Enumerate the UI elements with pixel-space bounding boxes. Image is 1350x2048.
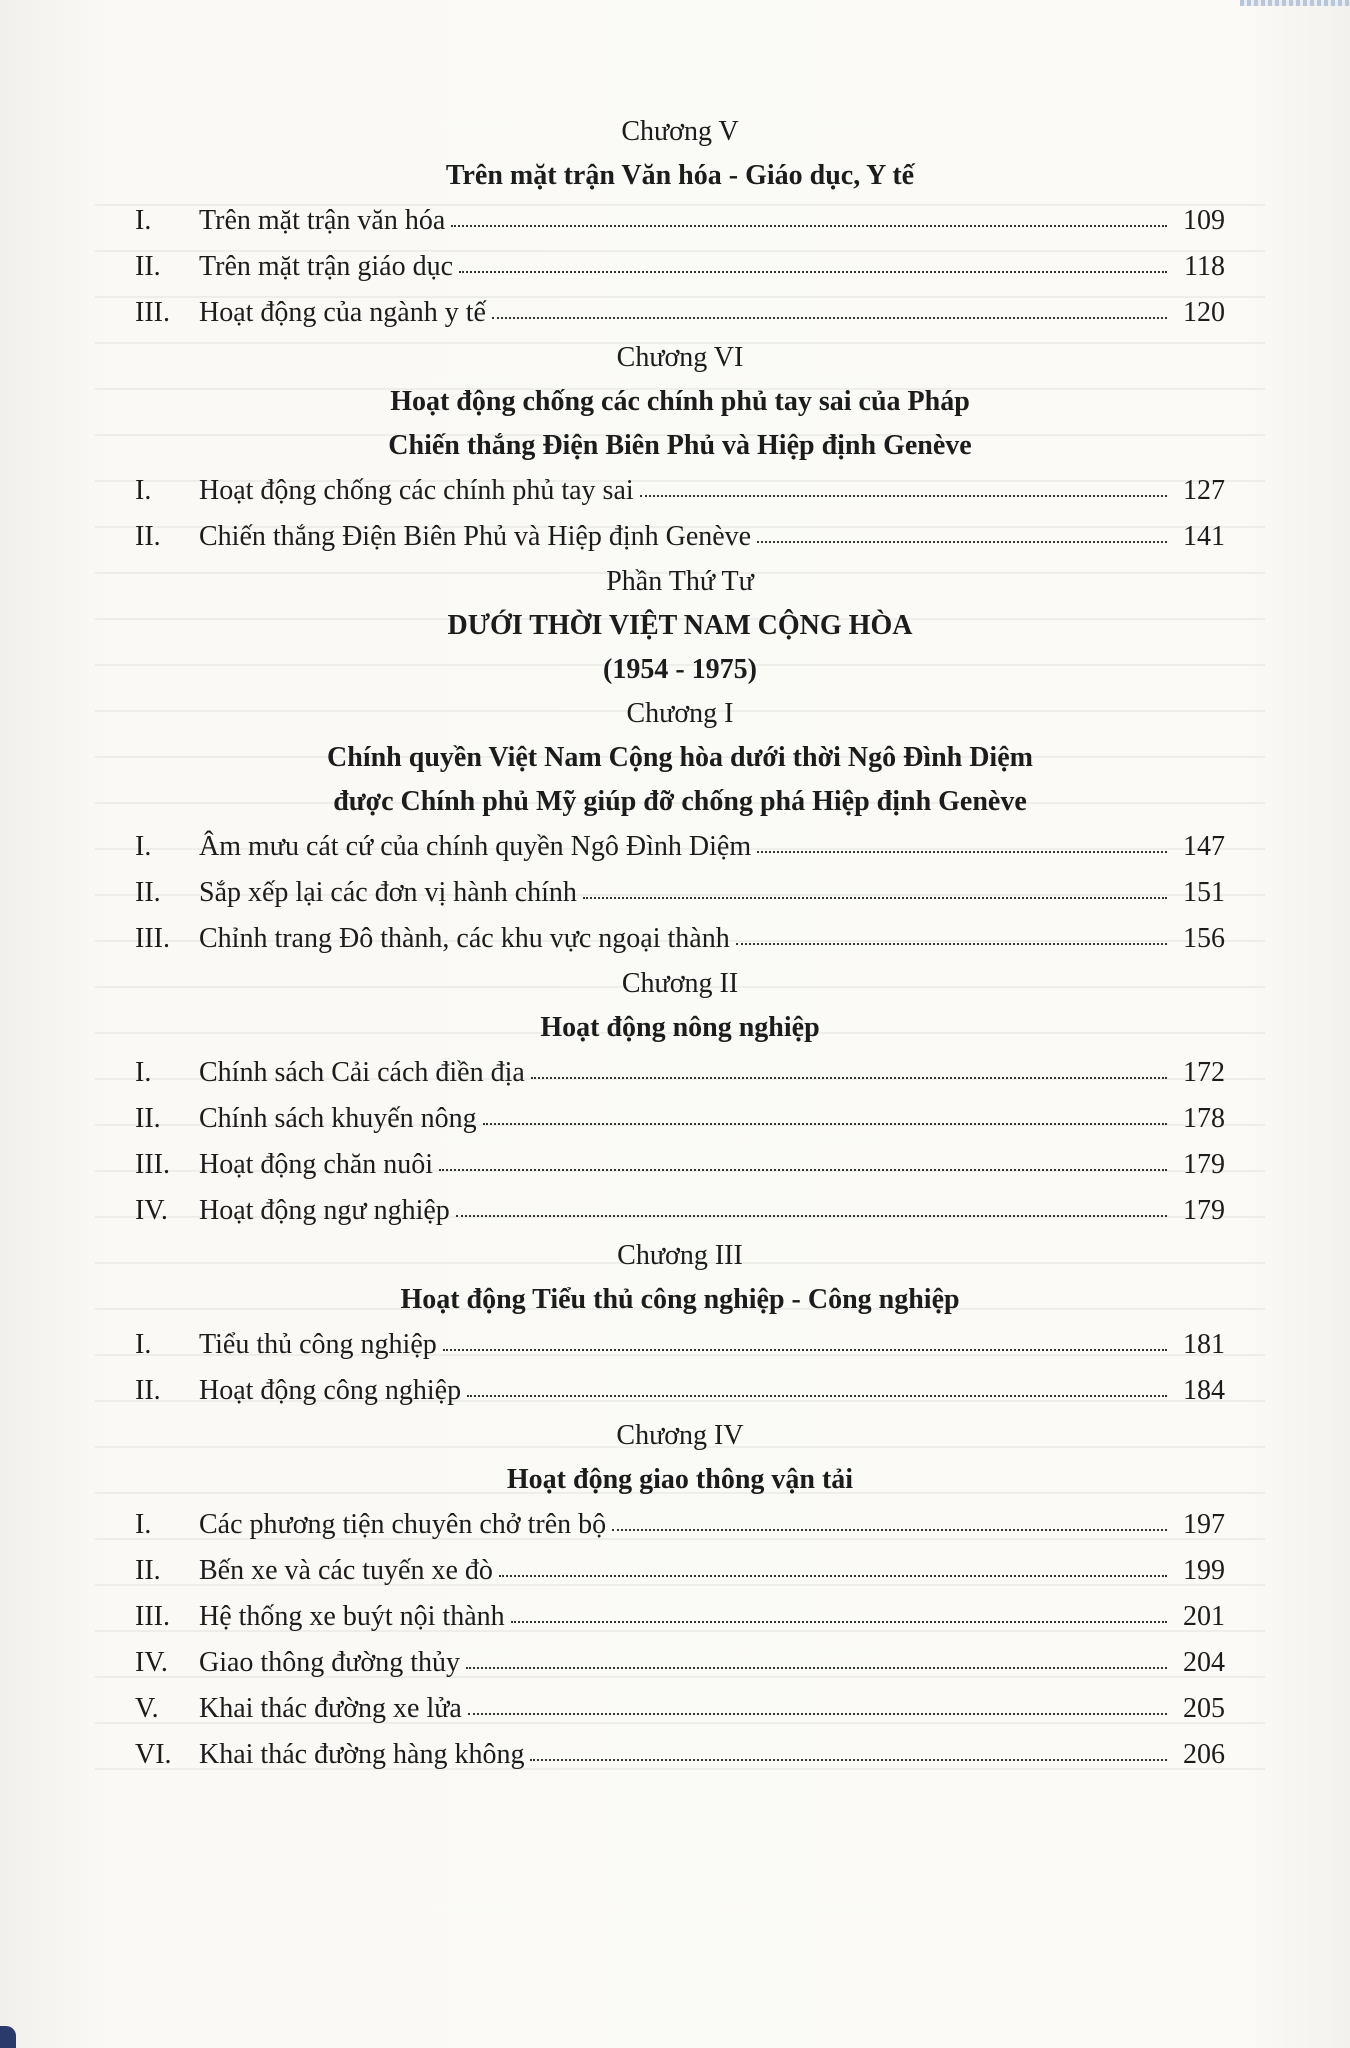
entry-number: V. [135,1693,159,1724]
table-of-contents [135,110,1225,1778]
toc-entry[interactable] [135,1732,1225,1778]
section-title: Hoạt động Tiểu thủ công nghiệp - Công nghiệp [400,1284,960,1315]
entry-title: Sắp xếp lại các đơn vị hành chính [199,877,577,908]
chapter-label: Chương II [621,968,739,999]
dot-leader [757,850,1167,853]
entry-title: Trên mặt trận văn hóa [199,205,446,236]
toc-entry[interactable] [135,1322,1225,1368]
corner-mark [0,2026,16,2048]
entry-title: Hoạt động của ngành y tế [199,297,486,328]
chapter-label: Chương IV [616,1420,744,1451]
entry-page-number: 197 [1183,1509,1225,1540]
toc-section [135,1234,1225,1414]
entry-title: Chỉnh trang Đô thành, các khu vực ngoại thành [199,923,730,954]
toc-entry[interactable] [135,824,1225,870]
toc-entry[interactable] [135,1142,1225,1188]
entry-page-number: 178 [1183,1103,1225,1134]
entry-title: Chính sách khuyến nông [199,1103,477,1134]
toc-section [135,110,1225,336]
toc-entry[interactable] [135,1594,1225,1640]
section-title: DƯỚI THỜI VIỆT NAM CỘNG HÒA [447,610,913,641]
toc-entry[interactable] [135,244,1225,290]
entry-page-number: 181 [1183,1329,1225,1360]
entry-number: I. [135,1329,152,1360]
entry-title: Trên mặt trận giáo dục [199,251,454,282]
dot-leader [467,1394,1167,1397]
entry-page-number: 199 [1183,1555,1225,1586]
dot-leader [612,1528,1167,1531]
toc-section [135,336,1225,560]
entry-page-number: 172 [1183,1057,1225,1088]
chapter-label: Chương VI [616,342,744,373]
entry-title: Hoạt động chăn nuôi [199,1149,434,1180]
entry-title: Hệ thống xe buýt nội thành [199,1601,505,1632]
entry-page-number: 147 [1183,831,1225,862]
toc-section [135,962,1225,1234]
entry-title: Âm mưu cát cứ của chính quyền Ngô Đình Diệm [199,831,752,862]
entry-title: Chính sách Cải cách điền địa [199,1057,525,1088]
entry-page-number: 179 [1183,1195,1225,1226]
dot-leader [640,494,1167,497]
entry-title: Hoạt động công nghiệp [199,1375,462,1406]
toc-section [135,560,1225,962]
entry-page-number: 127 [1183,475,1225,506]
toc-entry[interactable] [135,1096,1225,1142]
entry-number: VI. [135,1739,172,1770]
entry-page-number: 206 [1183,1739,1225,1770]
entry-page-number: 109 [1183,205,1225,236]
entry-number: I. [135,475,152,506]
dot-leader [499,1574,1167,1577]
toc-entry[interactable] [135,468,1225,514]
toc-entry[interactable] [135,1640,1225,1686]
dot-leader [757,540,1167,543]
entry-title: Hoạt động ngư nghiệp [199,1195,450,1226]
dot-leader [459,270,1167,273]
entry-page-number: 120 [1183,297,1225,328]
entry-number: III. [135,1601,170,1632]
dot-leader [466,1666,1167,1669]
entry-number: II. [135,1555,161,1586]
dot-leader [456,1214,1167,1217]
entry-number: I. [135,831,152,862]
entry-number: III. [135,1149,170,1180]
dot-leader [583,896,1167,899]
entry-title: Tiểu thủ công nghiệp [199,1329,437,1360]
toc-entry[interactable] [135,1188,1225,1234]
chapter-label: Phần Thứ Tư [606,566,754,597]
chapter-label: Chương V [621,116,739,147]
entry-page-number: 205 [1183,1693,1225,1724]
entry-number: I. [135,205,152,236]
section-title: Trên mặt trận Văn hóa - Giáo dục, Y tế [445,160,915,191]
chapter-label: Chương I [626,698,734,729]
entry-title: Giao thông đường thủy [199,1647,460,1678]
entry-title: Khai thác đường hàng không [199,1739,525,1770]
entry-number: IV. [135,1195,168,1226]
entry-number: III. [135,297,170,328]
entry-title: Khai thác đường xe lửa [199,1693,462,1724]
entry-number: IV. [135,1647,168,1678]
entry-number: II. [135,1103,161,1134]
entry-number: II. [135,521,161,552]
entry-page-number: 179 [1183,1149,1225,1180]
entry-number: III. [135,923,170,954]
entry-number: I. [135,1057,152,1088]
section-title: Chính quyền Việt Nam Cộng hòa dưới thời Ngô Đình Diệm [327,742,1033,773]
entry-page-number: 141 [1183,521,1225,552]
entry-number: II. [135,1375,161,1406]
entry-title: Bến xe và các tuyến xe đò [199,1555,493,1586]
entry-page-number: 204 [1183,1647,1225,1678]
dot-leader [468,1712,1167,1715]
dot-leader [492,316,1167,319]
dot-leader [736,942,1167,945]
section-title: được Chính phủ Mỹ giúp đỡ chống phá Hiệp định Genève [333,786,1027,817]
toc-entry[interactable] [135,198,1225,244]
toc-entry[interactable] [135,1368,1225,1414]
entry-number: II. [135,251,161,282]
entry-title: Các phương tiện chuyên chở trên bộ [199,1509,607,1540]
toc-entry[interactable] [135,916,1225,962]
entry-title: Chiến thắng Điện Biên Phủ và Hiệp định Genève [199,521,752,552]
entry-number: I. [135,1509,152,1540]
entry-page-number: 201 [1183,1601,1225,1632]
toc-entry[interactable] [135,1686,1225,1732]
entry-page-number: 118 [1184,251,1225,282]
dot-leader [443,1348,1167,1351]
section-title: Hoạt động chống các chính phủ tay sai của Pháp [390,386,970,417]
toc-entry[interactable] [135,290,1225,336]
entry-page-number: 184 [1183,1375,1225,1406]
entry-page-number: 151 [1183,877,1225,908]
toc-entry[interactable] [135,1502,1225,1548]
section-title: (1954 - 1975) [603,654,757,685]
dot-leader [451,224,1167,227]
dot-leader [511,1620,1167,1623]
section-title: Hoạt động nông nghiệp [540,1012,820,1043]
chapter-label: Chương III [617,1240,743,1271]
toc-entry[interactable] [135,1050,1225,1096]
dot-leader [439,1168,1167,1171]
entry-page-number: 156 [1183,923,1225,954]
entry-number: II. [135,877,161,908]
section-title: Hoạt động giao thông vận tải [506,1464,854,1495]
dot-leader [530,1758,1167,1761]
section-title: Chiến thắng Điện Biên Phủ và Hiệp định Genève [388,430,972,461]
toc-entry[interactable] [135,514,1225,560]
page-edge-strip [1240,0,1350,6]
toc-entry[interactable] [135,1548,1225,1594]
toc-entry[interactable] [135,870,1225,916]
dot-leader [483,1122,1167,1125]
entry-title: Hoạt động chống các chính phủ tay sai [199,475,634,506]
toc-section [135,1414,1225,1778]
dot-leader [531,1076,1167,1079]
